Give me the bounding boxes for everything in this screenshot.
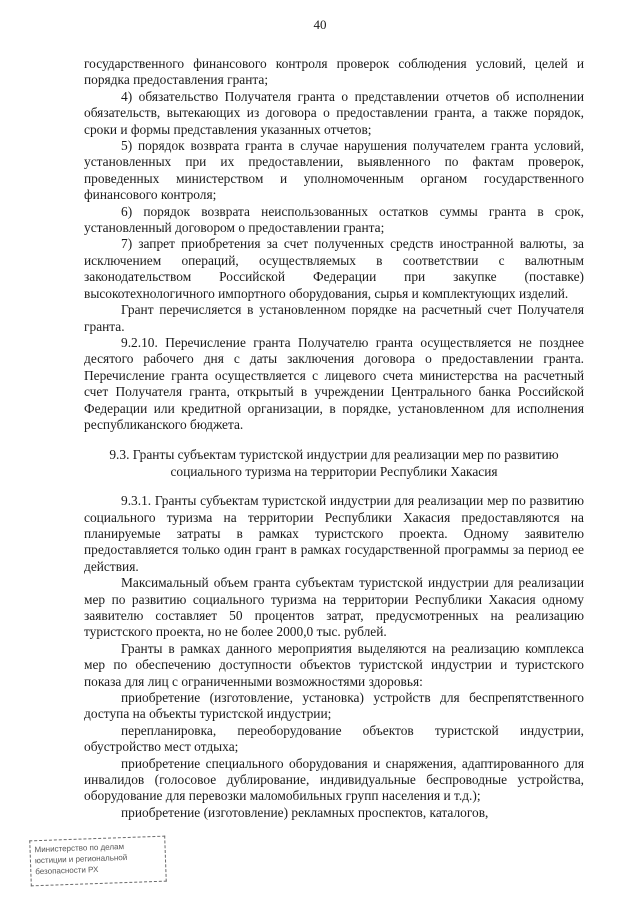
document-body [84, 56, 584, 821]
paragraph: 5) порядок возврата гранта в случае нарушения получателем гранта условий, установленных при их предоставлении, выявленного по фактам проверок, проведенных министерством и уполномоченным органом государственного финансового контроля; [84, 138, 584, 203]
paragraph: Максимальный объем гранта субъектам туристской индустрии для реализации мер по развитию социального туризма на территории Республики Хакасия одному заявителю составляет 50 процентов затрат, предусмотренных на реализацию туристского проекта, но не более 2000,0 тыс. рублей. [84, 575, 584, 640]
stamp-line: безопасности РХ [35, 864, 99, 877]
paragraph: 9.2.10. Перечисление гранта Получателю гранта осуществляется не позднее десятого рабочего дня с даты заключения договора о предоставлении гранта. Перечисление гранта осуществляется с лицевого счета министерства на расчетный счет Получателя гранта, открытый в учреждении Центрального банка Российской Федерации или кредитной организации, в порядке, установленном для исполнения республиканского бюджета. [84, 334, 584, 432]
paragraph: 9.3.1. Гранты субъектам туристской индустрии для реализации мер по развитию социального туризма на территории Республики Хакасия предоставляются на планируемые затраты в рамках туристского проекта. Одному заявителю предоставляется только один грант в рамках государственной программы за период ее действия. [84, 493, 584, 574]
paragraph: Грант перечисляется в установленном порядке на расчетный счет Получателя гранта. [84, 302, 584, 334]
list-item: приобретение специального оборудования и снаряжения, адаптированного для инвалидов (голосовое дублирование, индивидуальные беспроводные устройства, оборудование для перевозки маломобильных групп населения и т.д.); [84, 755, 584, 804]
paragraph: 7) запрет приобретения за счет полученных средств иностранной валюты, за исключением операций, осуществляемых в соответствии с валютным законодательством Российской Федерации при закупке (поставке) высокотехнологичного импортного оборудования, сырья и комплектующих изделий. [84, 236, 584, 301]
stamp-line: Министерство по делам [34, 842, 125, 855]
registration-stamp [29, 836, 167, 887]
page-number: 40 [313, 17, 327, 32]
list-item: приобретение (изготовление) рекламных проспектов, каталогов, [121, 804, 489, 820]
paragraph: государственного финансового контроля проверок соблюдения условий, целей и порядка предоставления гранта; [84, 56, 584, 88]
paragraph: 4) обязательство Получателя гранта о представлении отчетов об исполнении обязательств, вытекающих из договора о предоставлении гранта, а также порядок, сроки и формы представления указанных отчетов; [84, 88, 584, 137]
paragraph: 6) порядок возврата неиспользованных остатков суммы гранта в срок, установленный договором о предоставлении гранта; [84, 203, 584, 236]
section-heading: 9.3. Гранты субъектам туристской индустрии для реализации мер по развитию социального туризма на территории Республики Хакасия [109, 447, 559, 479]
stamp-line: юстиции и региональной [34, 852, 128, 866]
list-item: приобретение (изготовление, установка) устройств для беспрепятственного доступа на объекты туристской индустрии; [84, 690, 584, 722]
list-item: перепланировка, переоборудование объектов туристской индустрии, обустройство мест отдыха; [84, 722, 584, 755]
paragraph: Гранты в рамках данного мероприятия выделяются на реализацию комплекса мер по обеспечению доступности объектов туристской индустрии и туристского показа для лиц с ограниченными возможностями здоровья: [84, 640, 584, 689]
